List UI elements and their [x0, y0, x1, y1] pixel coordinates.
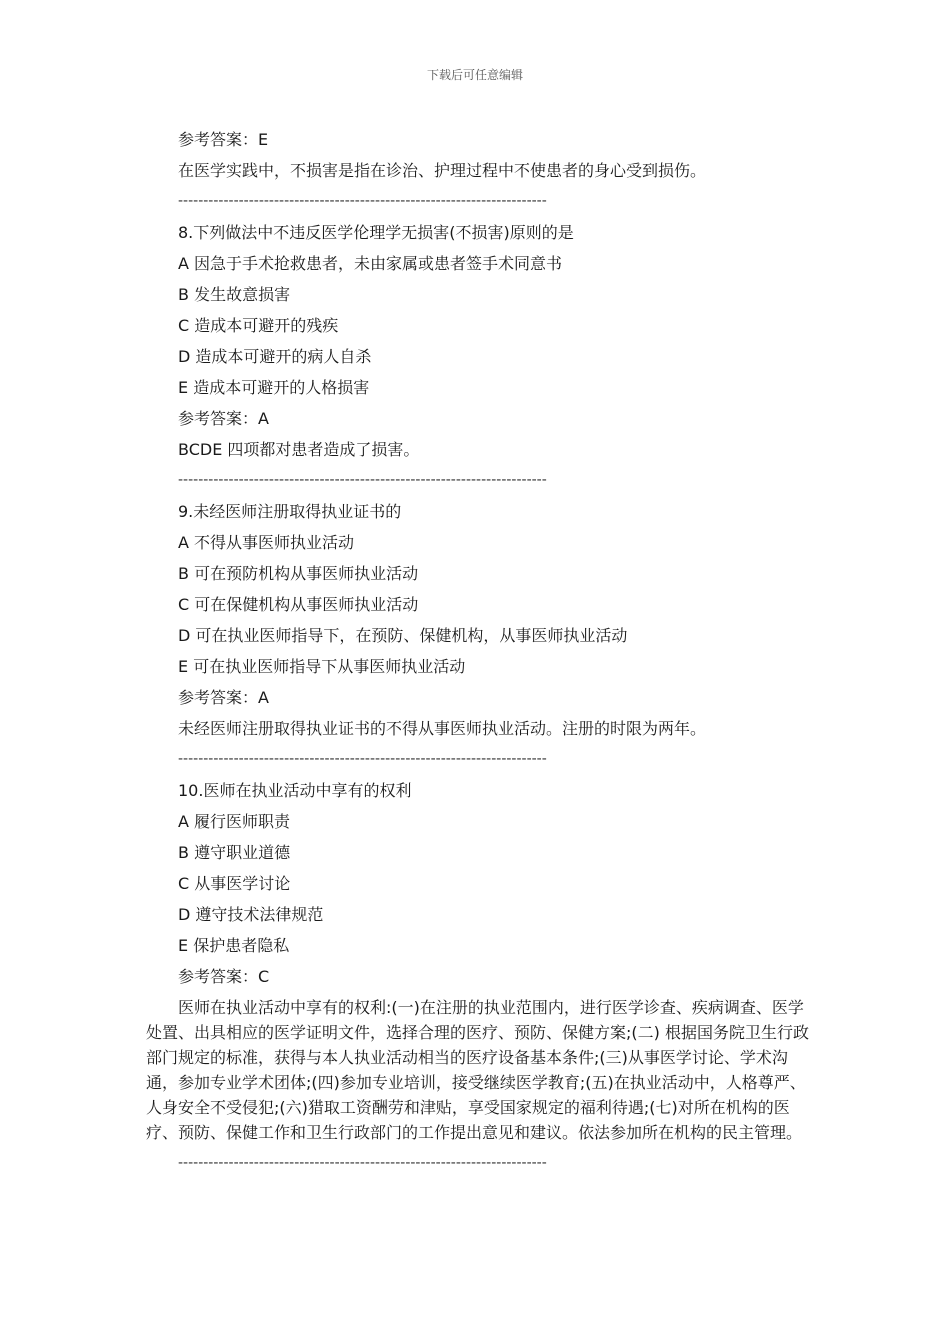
- q8-answer: 参考答案：A: [178, 409, 269, 428]
- q9-option-a: A 不得从事医师执业活动: [178, 533, 355, 552]
- q10-option-b: B 遵守职业道德: [178, 843, 291, 862]
- q10-answer: 参考答案：C: [178, 967, 270, 986]
- q8-option-c: C 造成本可避开的残疾: [178, 316, 339, 335]
- q7-explanation: 在医学实践中，不损害是指在诊治、护理过程中不使患者的身心受到损伤。: [178, 161, 707, 180]
- q10-option-e: E 保护患者隐私: [178, 936, 290, 955]
- q8-option-d: D 造成本可避开的病人自杀: [178, 347, 372, 366]
- q9-option-e: E 可在执业医师指导下从事医师执业活动: [178, 657, 466, 676]
- q10-question: 10.医师在执业活动中享有的权利: [178, 781, 412, 800]
- q10-option-a: A 履行医师职责: [178, 812, 291, 831]
- q9-explanation: 未经医师注册取得执业证书的不得从事医师执业活动。注册的时限为两年。: [178, 719, 707, 738]
- q9-option-c: C 可在保健机构从事医师执业活动: [178, 595, 419, 614]
- separator-line: -------------------------------------------------------------------------: [178, 193, 547, 209]
- q8-question: 8.下列做法中不违反医学伦理学无损害(不损害)原则的是: [178, 223, 574, 242]
- q9-question: 9.未经医师注册取得执业证书的: [178, 502, 402, 521]
- q8-option-a: A 因急于手术抢救患者，未由家属或患者签手术同意书: [178, 254, 563, 273]
- separator-line: -------------------------------------------------------------------------: [178, 1155, 547, 1171]
- separator-line: -------------------------------------------------------------------------: [178, 751, 547, 767]
- q7-answer: 参考答案：E: [178, 130, 269, 149]
- page-header: 下载后可任意编辑: [426, 68, 523, 82]
- q9-answer: 参考答案：A: [178, 688, 269, 707]
- q9-option-b: B 可在预防机构从事医师执业活动: [178, 564, 419, 583]
- q9-option-d: D 可在执业医师指导下，在预防、保健机构，从事医师执业活动: [178, 626, 628, 645]
- q8-explanation: BCDE 四项都对患者造成了损害。: [178, 440, 420, 459]
- q10-option-c: C 从事医学讨论: [178, 874, 291, 893]
- q10-explanation: 医师在执业活动中享有的权利:(一)在注册的执业范围内，进行医学诊查、疾病调查、医学处置、出具相应的医学证明文件，选择合理的医疗、预防、保健方案;(二) 根据国务院卫生行政部门规定的标准，获得与本人执业活动相当的医疗设备基本条件;(三)从事医学讨论、学术沟通，参加专业学术团体;(四)参加专业培训，接受继续医学教育;(五)在执业活动中，人格尊严、人身安全不受侵犯;(六)猎取工资酬劳和津贴，享受国家规定的福利待遇;(七)对所在机构的医疗、预防、保健工作和卫生行政部门的工作提出意见和建议。依法参加所在机构的民主管理。: [146, 998, 809, 1142]
- q10-option-d: D 遵守技术法律规范: [178, 905, 324, 924]
- separator-line: -------------------------------------------------------------------------: [178, 472, 547, 488]
- q8-option-b: B 发生故意损害: [178, 285, 291, 304]
- document-body: [146, 124, 814, 1179]
- q8-option-e: E 造成本可避开的人格损害: [178, 378, 370, 397]
